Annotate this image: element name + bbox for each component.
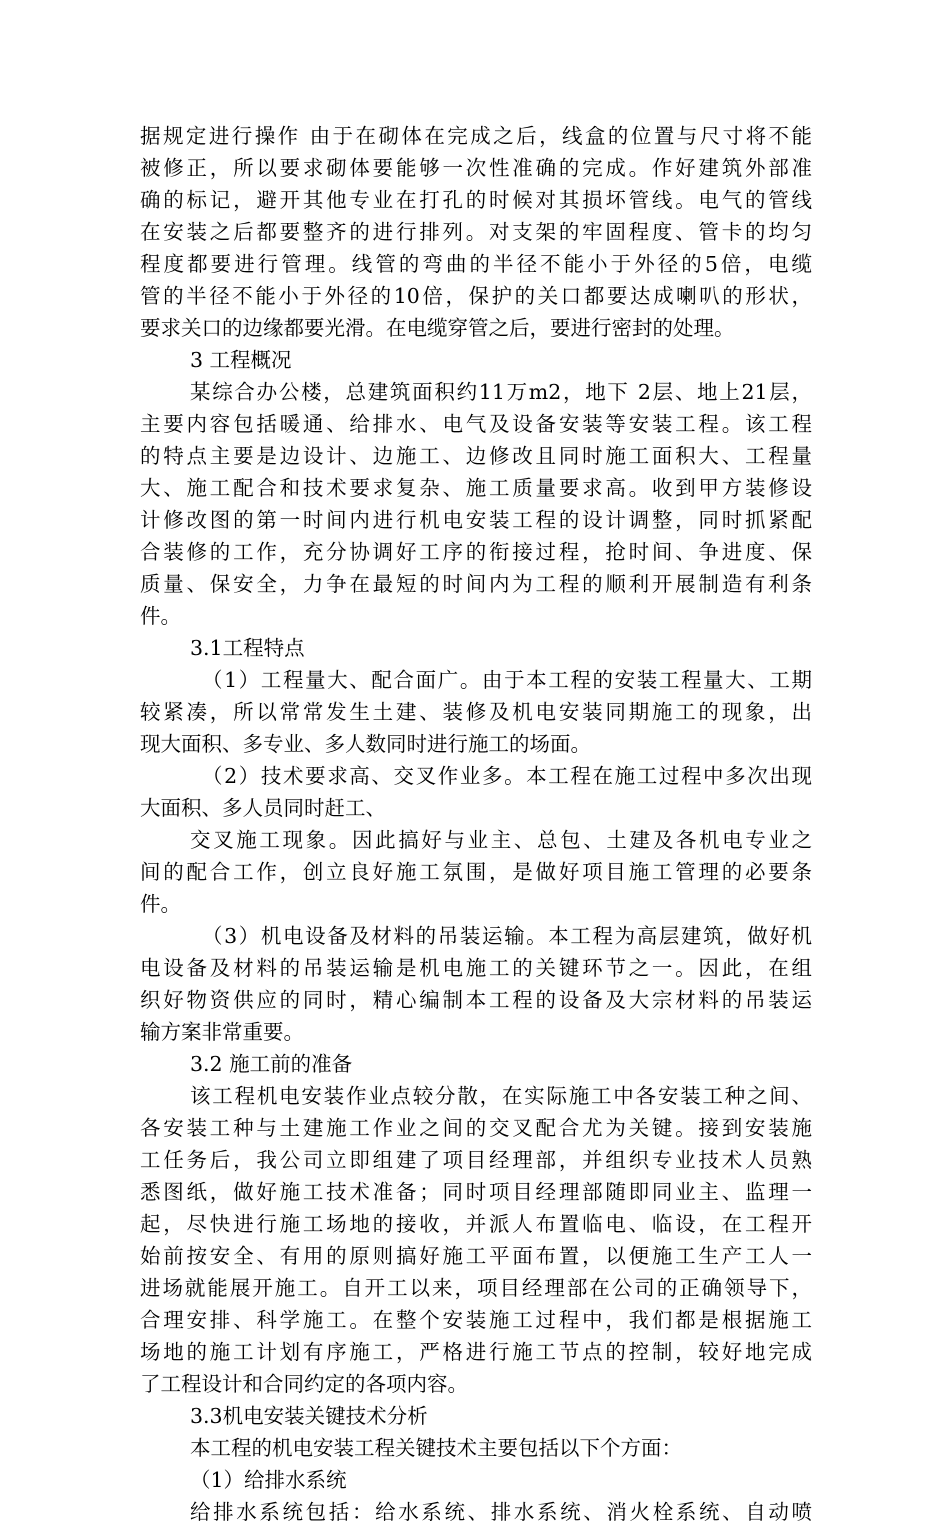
text-line: 本工程的机电安装工程关键技术主要包括以下个方面： xyxy=(190,1436,682,1460)
text-line: 据规定进行操作 由于在砌体在完成之后，线盒的位置与尺寸将不能 xyxy=(140,124,812,148)
text-line: 在安装之后都要整齐的进行排列。对支架的牢固程度、管卡的均匀 xyxy=(140,220,812,244)
text-line: 较紧凑，所以常常发生土建、装修及机电安装同期施工的现象，出 xyxy=(140,700,812,724)
text-line: 该工程机电安装作业点较分散，在实际施工中各安装工种之间、 xyxy=(190,1084,812,1108)
text-line: 3.1工程特点 xyxy=(190,636,305,660)
text-line: 管的半径不能小于外径的10倍，保护的关口都要达成喇叭的形状， xyxy=(140,284,812,308)
text-line: 现大面积、多专业、多人数同时进行施工的场面。 xyxy=(140,732,591,756)
text-line: 始前按安全、有用的原则搞好施工平面布置，以便施工生产工人一 xyxy=(140,1244,812,1268)
text-line: （2）技术要求高、交叉作业多。本工程在施工过程中多次出现 xyxy=(202,764,812,788)
text-line: 悉图纸，做好施工技术准备；同时项目经理部随即同业主、监理一 xyxy=(140,1180,812,1204)
text-line: 合装修的工作，充分协调好工序的衔接过程，抢时间、争进度、保 xyxy=(140,540,812,564)
text-line: 电设备及材料的吊装运输是机电施工的关键环节之一。因此，在组 xyxy=(140,956,812,980)
text-line: 要求关口的边缘都要光滑。在电缆穿管之后，要进行密封的处理。 xyxy=(140,316,735,340)
text-line: 起，尽快进行施工场地的接收，并派人布置临电、临设，在工程开 xyxy=(140,1212,812,1236)
text-line: 3.3机电安装关键技术分析 xyxy=(190,1404,428,1428)
text-line: 件。 xyxy=(140,604,181,628)
text-line: 3 工程概况 xyxy=(190,348,292,372)
text-line: 进场就能展开施工。自开工以来，项目经理部在公司的正确领导下， xyxy=(140,1276,812,1300)
text-line: 场地的施工计划有序施工，严格进行施工节点的控制，较好地完成 xyxy=(140,1340,812,1364)
text-line: 质量、保安全，力争在最短的时间内为工程的顺利开展制造有利条 xyxy=(140,572,812,596)
text-line: 程度都要进行管理。线管的弯曲的半径不能小于外径的5倍，电缆 xyxy=(140,252,812,276)
text-line: 某综合办公楼，总建筑面积约11万m2，地下 2层、地上21层， xyxy=(190,380,812,404)
text-line: 主要内容包括暖通、给排水、电气及设备安装等安装工程。该工程 xyxy=(140,412,812,436)
text-line: 合理安排、科学施工。在整个安装施工过程中，我们都是根据施工 xyxy=(140,1308,812,1332)
text-line: 3.2 施工前的准备 xyxy=(190,1052,353,1076)
text-line: （1）工程量大、配合面广。由于本工程的安装工程量大、工期 xyxy=(202,668,812,692)
text-line: 输方案非常重要。 xyxy=(140,1020,304,1044)
text-line: 给排水系统包括：给水系统、排水系统、消火栓系统、自动喷 xyxy=(190,1500,812,1524)
text-line: 件。 xyxy=(140,892,181,916)
text-line: 工任务后，我公司立即组建了项目经理部，并组织专业技术人员熟 xyxy=(140,1148,812,1172)
text-line: 被修正，所以要求砌体要能够一次性准确的完成。作好建筑外部准 xyxy=(140,156,812,180)
document-body xyxy=(140,120,812,1528)
text-line: 间的配合工作，创立良好施工氛围，是做好项目施工管理的必要条 xyxy=(140,860,812,884)
text-line: 确的标记，避开其他专业在打孔的时候对其损坏管线。电气的管线 xyxy=(140,188,812,212)
text-line: 大面积、多人员同时赶工、 xyxy=(140,796,386,820)
text-line: 了工程设计和合同约定的各项内容。 xyxy=(140,1372,468,1396)
text-line: 各安装工种与土建施工作业之间的交叉配合尤为关键。接到安装施 xyxy=(140,1116,812,1140)
text-line: 交叉施工现象。因此搞好与业主、总包、土建及各机电专业之 xyxy=(190,828,812,852)
text-line: 计修改图的第一时间内进行机电安装工程的设计调整，同时抓紧配 xyxy=(140,508,812,532)
text-line: 的特点主要是边设计、边施工、边修改且同时施工面积大、工程量 xyxy=(140,444,812,468)
text-line: （3）机电设备及材料的吊装运输。本工程为高层建筑，做好机 xyxy=(202,924,812,948)
text-line: 大、施工配合和技术要求复杂、施工质量要求高。收到甲方装修设 xyxy=(140,476,812,500)
text-line: （1）给排水系统 xyxy=(190,1468,347,1492)
text-line: 织好物资供应的同时，精心编制本工程的设备及大宗材料的吊装运 xyxy=(140,988,812,1012)
